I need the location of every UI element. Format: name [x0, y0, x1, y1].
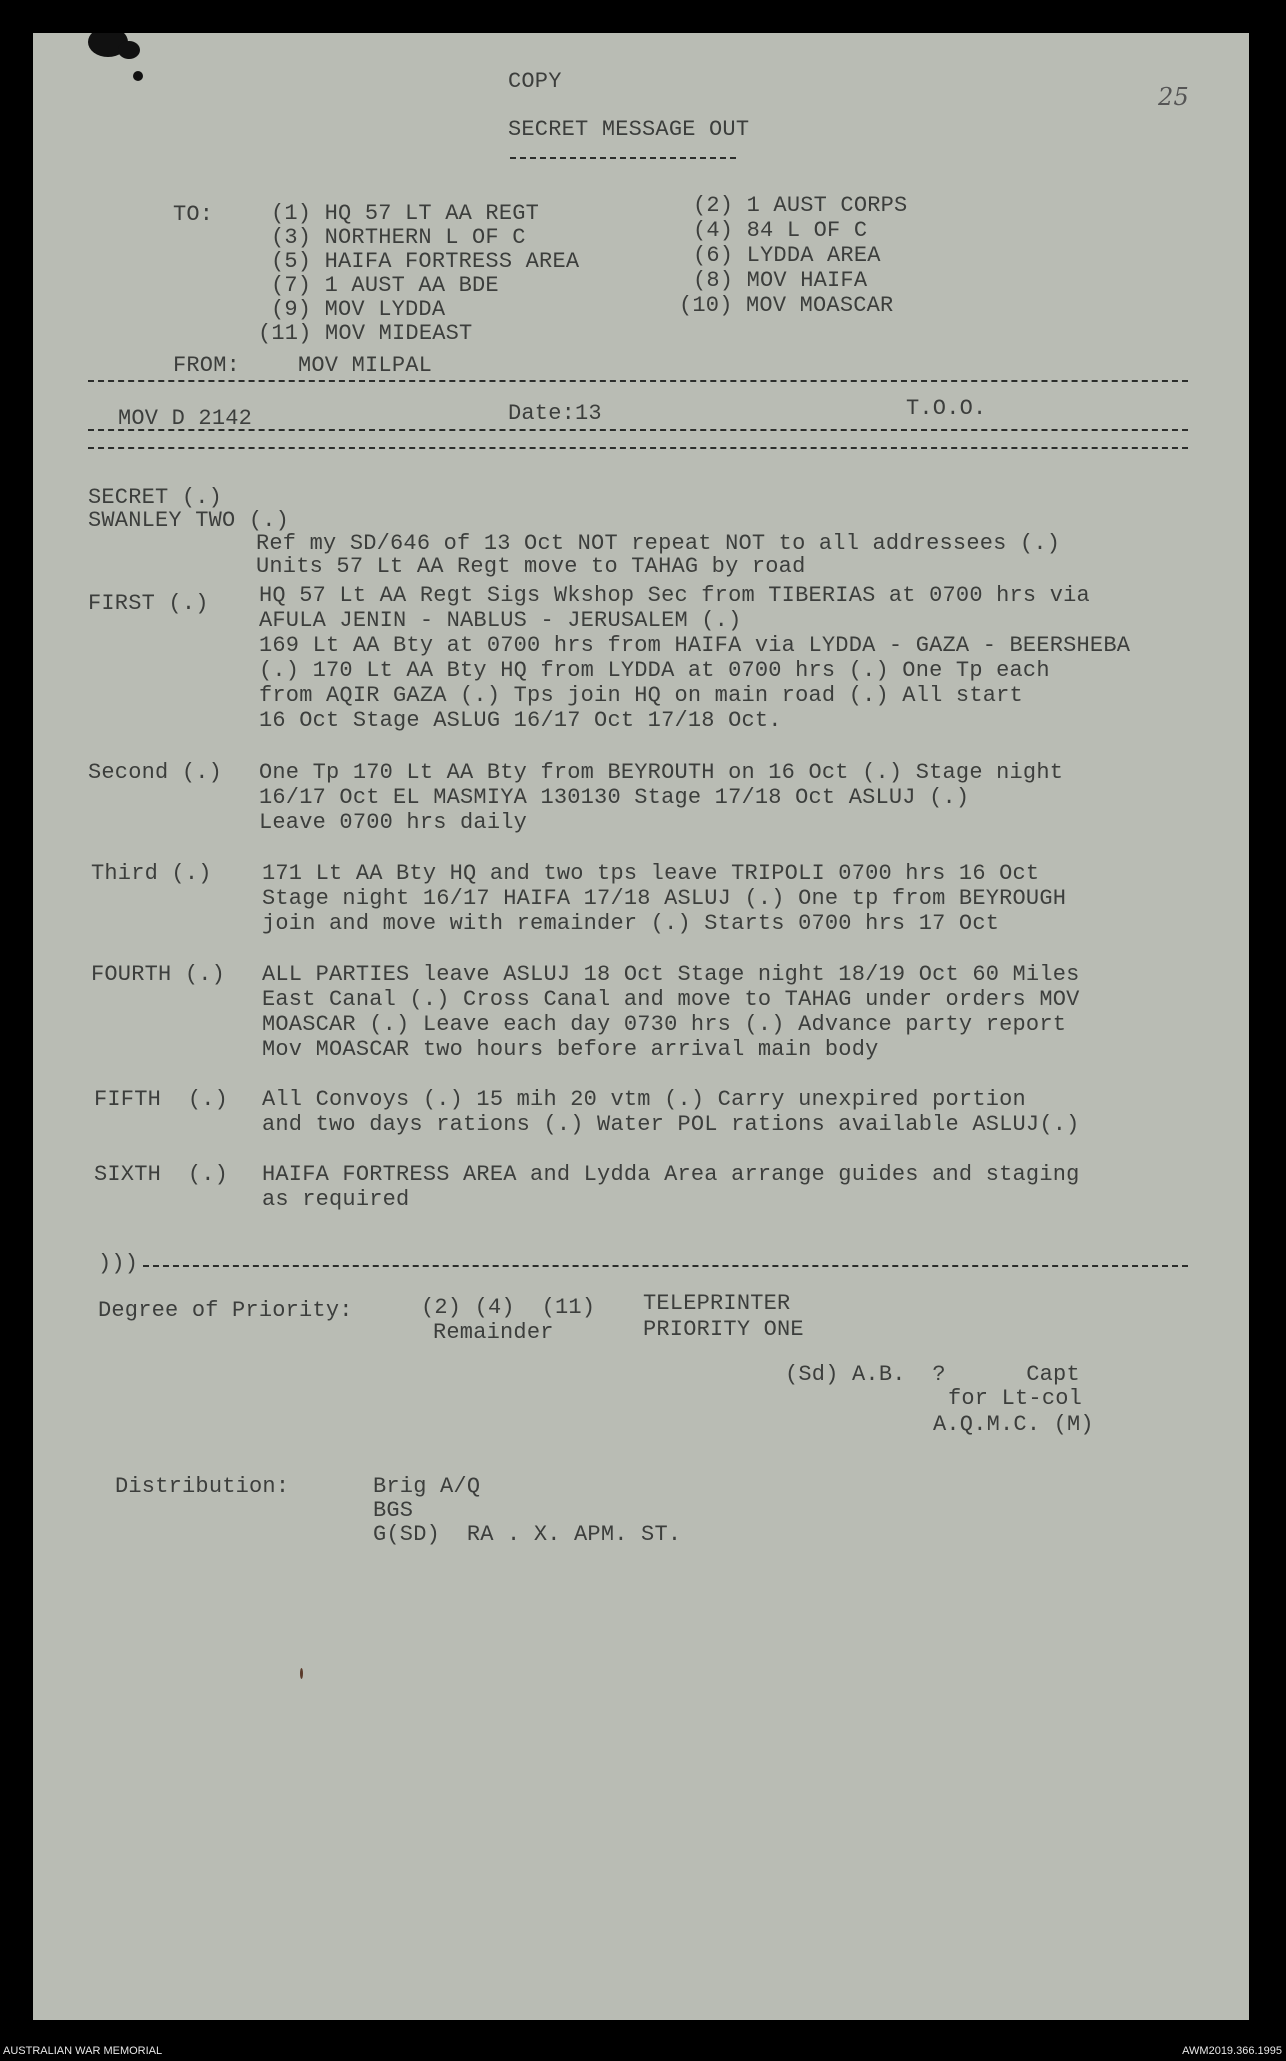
paragraph-line: from AQIR GAZA (.) Tps join HQ on main road (.) All start [259, 683, 1023, 708]
message-ref: MOV D 2142 [118, 406, 253, 431]
title-underline [510, 157, 736, 159]
separator [88, 429, 1188, 431]
to-label: TO: [173, 202, 214, 227]
from-label: FROM: [173, 353, 241, 378]
torn-corner [133, 71, 143, 81]
priority-remainder: Remainder [433, 1320, 554, 1345]
paragraph-label: FOURTH (.) [91, 962, 226, 987]
message-date: Date:13 [508, 401, 602, 426]
addressee-line: (7) 1 AUST AA BDE [271, 273, 499, 298]
addressee-line: (10) MOV MOASCAR [679, 293, 894, 318]
addressee-line: (4) 84 L OF C [693, 218, 868, 243]
paragraph-line: as required [262, 1187, 410, 1212]
message-title: SECRET MESSAGE OUT [508, 117, 750, 142]
intro-line: Ref my SD/646 of 13 Oct NOT repeat NOT to all addressees (.) [256, 531, 1061, 556]
paragraph-line: HAIFA FORTRESS AREA and Lydda Area arrange guides and staging [262, 1162, 1080, 1187]
paragraph-line: 16/17 Oct EL MASMIYA 130130 Stage 17/18 Oct ASLUJ (.) [259, 785, 970, 810]
addressee-line: (3) NORTHERN L OF C [271, 225, 526, 250]
paragraph-line: and two days rations (.) Water POL rations available ASLUJ(.) [262, 1112, 1080, 1137]
separator [88, 380, 1188, 382]
paragraph-label: FIFTH (.) [94, 1087, 229, 1112]
page-number: 25 [1158, 83, 1189, 111]
paragraph-label: FIRST (.) [88, 591, 209, 616]
paragraph-label: SIXTH (.) [94, 1162, 229, 1187]
priority-codes: (2) (4) (11) [421, 1295, 596, 1320]
paragraph-line: All Convoys (.) 15 mih 20 vtm (.) Carry unexpired portion [262, 1087, 1026, 1112]
priority-one: PRIORITY ONE [643, 1317, 804, 1342]
paragraph-label: Third (.) [91, 861, 212, 886]
paragraph-line: 171 Lt AA Bty HQ and two tps leave TRIPOLI 0700 hrs 16 Oct [262, 861, 1040, 886]
paragraph-line: 16 Oct Stage ASLUG 16/17 Oct 17/18 Oct. [259, 708, 782, 733]
addressee-line: (11) MOV MIDEAST [258, 321, 473, 346]
torn-corner [118, 41, 140, 59]
distribution-line: G(SD) RA . X. APM. ST. [373, 1522, 682, 1547]
end-mark: ))) [98, 1251, 139, 1276]
addressee-line: (8) MOV HAIFA [693, 268, 868, 293]
paragraph-line: East Canal (.) Cross Canal and move to TAHAG under orders MOV [262, 987, 1080, 1012]
paragraph-line: One Tp 170 Lt AA Bty from BEYROUTH on 16 Oct (.) Stage night [259, 760, 1064, 785]
paragraph-line: Leave 0700 hrs daily [259, 810, 528, 835]
addressee-line: (5) HAIFA FORTRESS AREA [271, 249, 580, 274]
paragraph-line: AFULA JENIN - NABLUS - JERUSALEM (.) [259, 608, 742, 633]
priority-label: Degree of Priority: [98, 1298, 353, 1323]
addressee-line: (2) 1 AUST CORPS [693, 193, 908, 218]
distribution-line: BGS [373, 1498, 414, 1523]
time-of-origin: T.O.O. [906, 396, 987, 421]
separator [88, 447, 1188, 449]
distribution-label: Distribution: [115, 1474, 290, 1499]
separator [143, 1265, 1188, 1267]
addressee-line: (9) MOV LYDDA [271, 297, 446, 322]
footer-institution: AUSTRALIAN WAR MEMORIAL [3, 2045, 163, 2057]
priority-teleprinter: TELEPRINTER [643, 1291, 791, 1316]
distribution-line: Brig A/Q [373, 1474, 481, 1499]
codeword-line: SWANLEY TWO (.) [88, 508, 290, 533]
intro-line: Units 57 Lt AA Regt move to TAHAG by road [256, 554, 806, 579]
secret-line: SECRET (.) [88, 485, 223, 510]
footer-accession: AWM2019.366.1995 [1182, 2045, 1282, 2057]
copy-label: COPY [508, 69, 562, 94]
ink-mark [300, 1668, 303, 1679]
signature-line: for Lt-col [948, 1386, 1083, 1411]
paragraph-line: Mov MOASCAR two hours before arrival main body [262, 1037, 879, 1062]
signature-line: A.Q.M.C. (M) [933, 1412, 1094, 1437]
paragraph-line: (.) 170 Lt AA Bty HQ from LYDDA at 0700 hrs (.) One Tp each [259, 658, 1050, 683]
paragraph-line: Stage night 16/17 HAIFA 17/18 ASLUJ (.) One tp from BEYROUGH [262, 886, 1067, 911]
paragraph-line: join and move with remainder (.) Starts 0700 hrs 17 Oct [262, 911, 1000, 936]
document-page [33, 33, 1249, 2020]
from-value: MOV MILPAL [298, 353, 433, 378]
addressee-line: (6) LYDDA AREA [693, 243, 881, 268]
paragraph-line: 169 Lt AA Bty at 0700 hrs from HAIFA via LYDDA - GAZA - BEERSHEBA [259, 633, 1131, 658]
paragraph-line: ALL PARTIES leave ASLUJ 18 Oct Stage night 18/19 Oct 60 Miles [262, 962, 1080, 987]
signature-line: (Sd) A.B. ? Capt [785, 1362, 1080, 1387]
addressee-line: (1) HQ 57 LT AA REGT [271, 201, 540, 226]
paragraph-line: MOASCAR (.) Leave each day 0730 hrs (.) Advance party report [262, 1012, 1067, 1037]
paragraph-label: Second (.) [88, 760, 223, 785]
paragraph-line: HQ 57 Lt AA Regt Sigs Wkshop Sec from TIBERIAS at 0700 hrs via [259, 583, 1090, 608]
